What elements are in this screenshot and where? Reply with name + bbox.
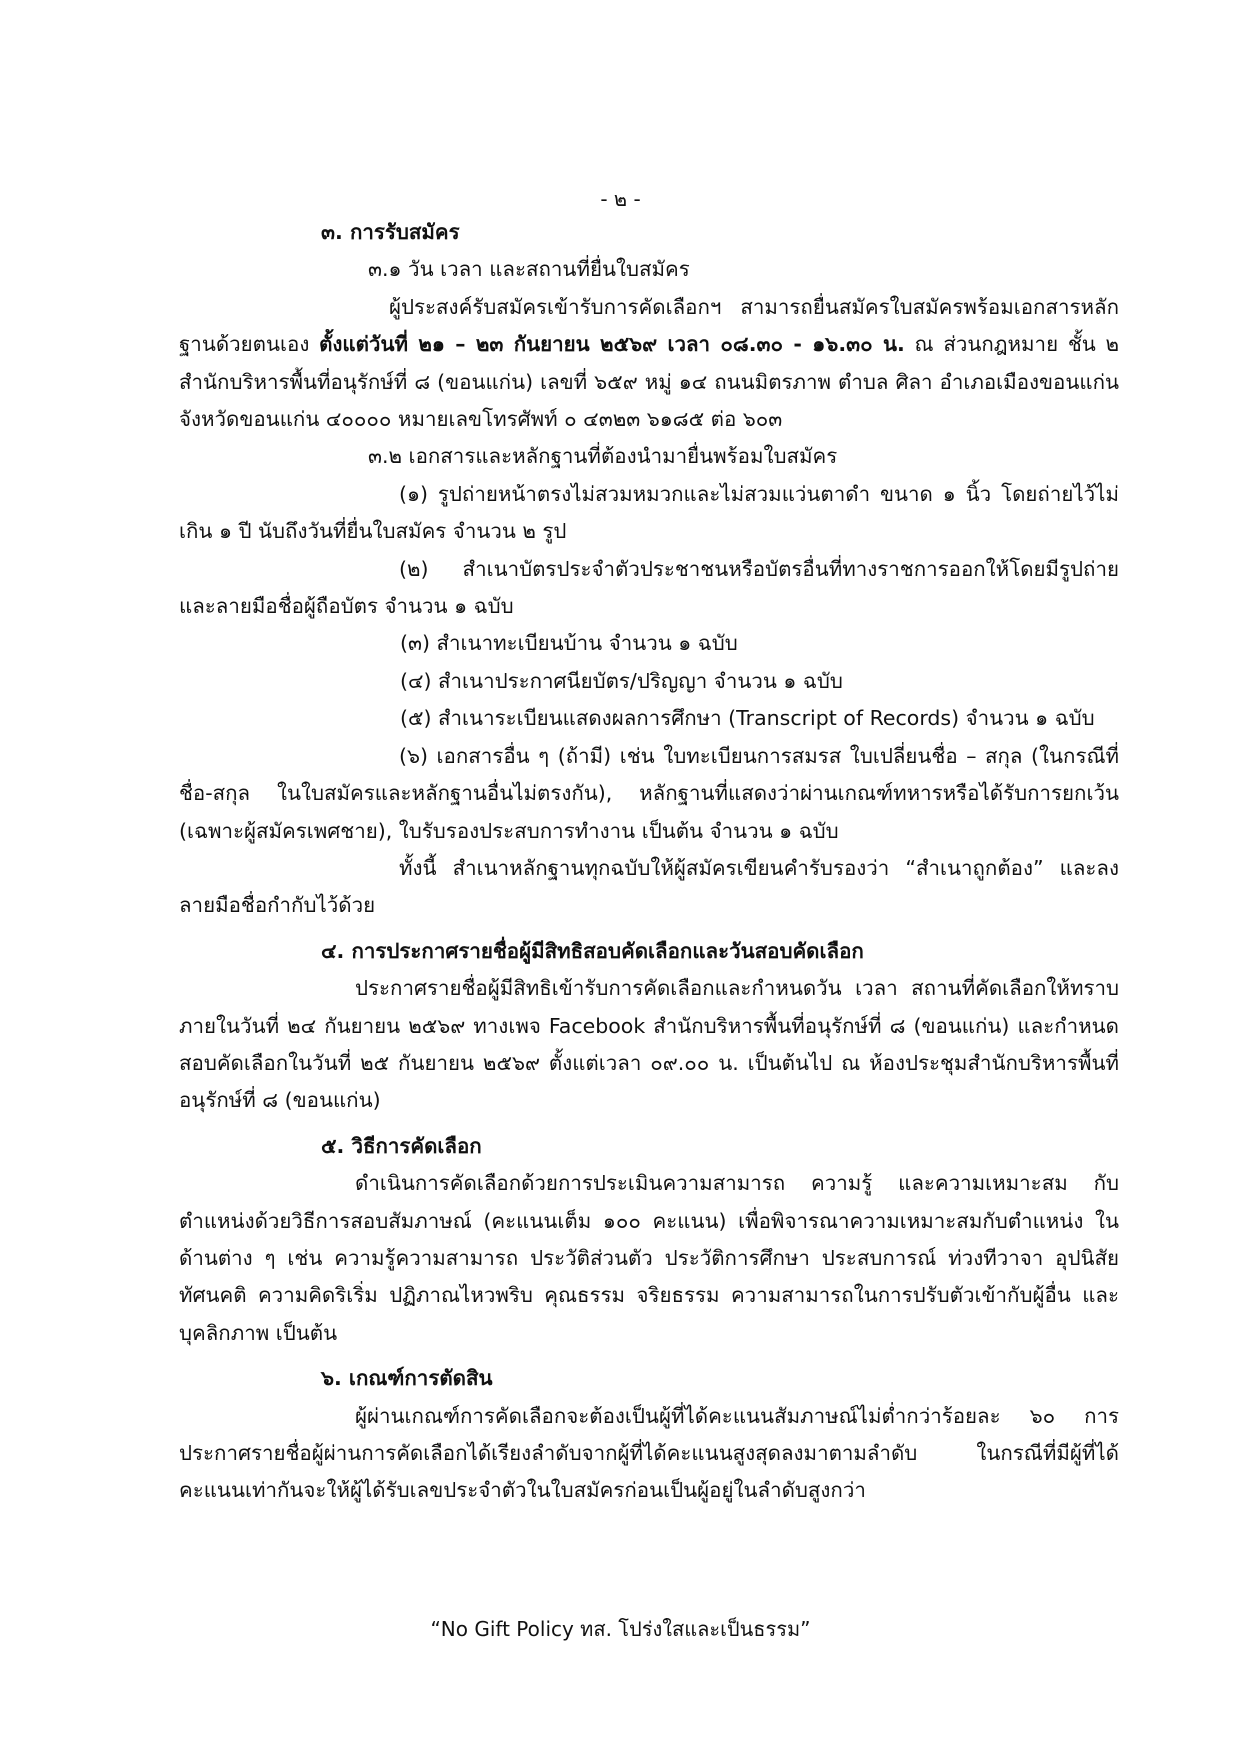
application-date-range: ตั้งแต่วันที่ ๒๑ – ๒๓ กันยายน ๒๕๖๙ เวลา ๐๘.๓๐ - ๑๖.๓๐ น.	[319, 332, 905, 357]
section-5-heading: ๕. วิธีการคัดเลือก	[321, 1133, 482, 1158]
page-number: - ๒ -	[600, 187, 641, 211]
section-3-1-paragraph	[179, 289, 1119, 439]
section-3-1-text-b: ณ ส่วนกฎหมาย ชั้น ๒ สำนักบริหารพื้นที่อนุรักษ์ที่ ๘ (ขอนแก่น) เลขที่ ๖๕๙ หมู่ ๑๔ ถนนมิตรภาพ ตำบล ศิลา อำเภอเมืองขอนแก่น จังหวัดขอนแก่น ๔๐๐๐๐ หมายเลขโทรศัพท์ ๐ ๔๓๒๓ ๖๑๘๕ ต่อ ๖๐๓	[179, 332, 1119, 432]
section-4-heading: ๔. การประกาศรายชื่อผู้มีสิทธิสอบคัดเลือกและวันสอบคัดเลือก	[321, 938, 864, 963]
section-5-body: ดำเนินการคัดเลือกด้วยการประเมินความสามารถ ความรู้ และความเหมาะสม กับตำแหน่งด้วยวิธีการสอบสัมภาษณ์ (คะแนนเต็ม ๑๐๐ คะแนน) เพื่อพิจารณาความเหมาะสมกับตำแหน่ง ในด้านต่าง ๆ เช่น ความรู้ความสามารถ ประวัติส่วนตัว ประวัติการศึกษา ประสบการณ์ ท่วงทีวาจา อุปนิสัย ทัศนคติ ความคิดริเริ่ม ปฏิภาณไหวพริบ คุณธรรม จริยธรรม ความสามารถในการปรับตัวเข้ากับผู้อื่น และบุคลิกภาพ เป็นต้น	[179, 1171, 1119, 1345]
document-item-5: (๕) สำเนาระเบียนแสดงผลการศึกษา (Transcript of Records) จำนวน ๑ ฉบับ	[400, 706, 1095, 731]
section-3-2-title: ๓.๒ เอกสารและหลักฐานที่ต้องนำมายื่นพร้อมใบสมัคร	[368, 444, 838, 469]
footer-slogan: “No Gift Policy ทส. โปร่งใสและเป็นธรรม”	[430, 1617, 811, 1641]
certification-note: ทั้งนี้ สำเนาหลักฐานทุกฉบับให้ผู้สมัครเขียนคำรับรองว่า “สำเนาถูกต้อง” และลงลายมือชื่อกำกับไว้ด้วย	[179, 855, 1119, 918]
section-4-body: ประกาศรายชื่อผู้มีสิทธิเข้ารับการคัดเลือกและกำหนดวัน เวลา สถานที่คัดเลือกให้ทราบภายในวันที่ ๒๔ กันยายน ๒๕๖๙ ทางเพจ Facebook สำนักบริหารพื้นที่อนุรักษ์ที่ ๘ (ขอนแก่น) และกำหนดสอบคัดเลือกในวันที่ ๒๕ กันยายน ๒๕๖๙ ตั้งแต่เวลา ๐๙.๐๐ น. เป็นต้นไป ณ ห้องประชุมสำนักบริหารพื้นที่อนุรักษ์ที่ ๘ (ขอนแก่น)	[179, 976, 1119, 1113]
section-3-heading: ๓. การรับสมัคร	[321, 220, 460, 244]
document-item-4: (๔) สำเนาประกาศนียบัตร/ปริญญา จำนวน ๑ ฉบับ	[400, 668, 843, 693]
section-3-1-title: ๓.๑ วัน เวลา และสถานที่ยื่นใบสมัคร	[368, 257, 690, 282]
document-item-6: (๖) เอกสารอื่น ๆ (ถ้ามี) เช่น ใบทะเบียนการสมรส ใบเปลี่ยนชื่อ – สกุล (ในกรณีที่ชื่อ-สกุล ในใบสมัครและหลักฐานอื่นไม่ตรงกัน), หลักฐานที่แสดงว่าผ่านเกณฑ์ทหารหรือได้รับการยกเว้น (เฉพาะผู้สมัครเพศชาย), ใบรับรองประสบการทำงาน เป็นต้น จำนวน ๑ ฉบับ	[179, 743, 1119, 843]
document-body	[179, 214, 1119, 1510]
section-6-heading: ๖. เกณฑ์การตัดสิน	[321, 1366, 493, 1391]
section-3-1-text-a: ผู้ประสงค์รับสมัครเข้ารับการคัดเลือกฯ สามารถยื่นสมัครใบสมัครพร้อมเอกสารหลักฐานด้วยตนเอง	[179, 294, 1119, 357]
document-item-1: (๑) รูปถ่ายหน้าตรงไม่สวมหมวกและไม่สวมแว่นตาดำ ขนาด ๑ นิ้ว โดยถ่ายไว้ไม่เกิน ๑ ปี นับถึงวันที่ยื่นใบสมัคร จำนวน ๒ รูป	[179, 481, 1119, 544]
section-6-body: ผู้ผ่านเกณฑ์การคัดเลือกจะต้องเป็นผู้ที่ได้คะแนนสัมภาษณ์ไม่ต่ำกว่าร้อยละ ๖๐ การประกาศรายชื่อผู้ผ่านการคัดเลือกได้เรียงลำดับจากผู้ที่ได้คะแนนสูงสุดลงมาตามลำดับ ในกรณีที่มีผู้ที่ได้คะแนนเท่ากันจะให้ผู้ได้รับเลขประจำตัวในใบสมัครก่อนเป็นผู้อยู่ในลำดับสูงกว่า	[179, 1403, 1119, 1503]
document-item-3: (๓) สำเนาทะเบียนบ้าน จำนวน ๑ ฉบับ	[400, 631, 738, 656]
document-item-2: (๒) สำเนาบัตรประจำตัวประชาชนหรือบัตรอื่นที่ทางราชการออกให้โดยมีรูปถ่ายและลายมือชื่อผู้ถือบัตร จำนวน ๑ ฉบับ	[179, 556, 1119, 619]
